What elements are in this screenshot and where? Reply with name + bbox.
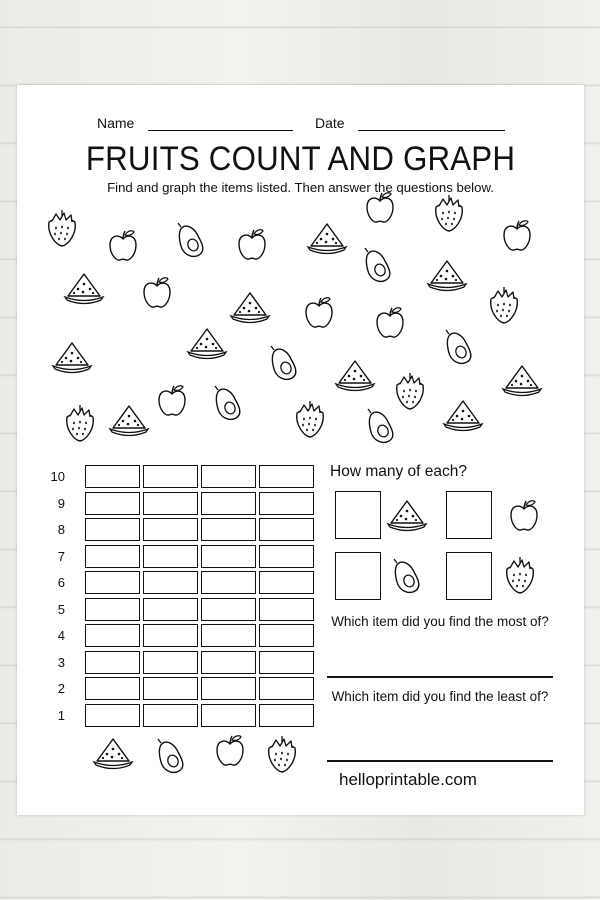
count-watermelon-icon (388, 501, 426, 531)
graph-cell[interactable] (259, 651, 314, 674)
apple-icon (377, 308, 403, 337)
strawberry-icon (49, 210, 76, 246)
watermelon-slice-icon (308, 224, 346, 254)
graph-cell[interactable] (85, 571, 140, 594)
most-question: Which item did you find the most of? (331, 614, 549, 629)
name-label: Name (97, 115, 135, 131)
count-apple-icon (511, 501, 537, 530)
graph-cell[interactable] (201, 518, 256, 541)
graph-cell[interactable] (143, 651, 198, 674)
y-axis-label: 2 (57, 681, 65, 696)
least-question: Which item did you find the least of? (331, 689, 549, 704)
date-label: Date (315, 115, 345, 131)
graph-cell[interactable] (201, 624, 256, 647)
strawberry-icon (297, 401, 324, 437)
graph-cell[interactable] (259, 518, 314, 541)
apple-icon (159, 386, 185, 415)
y-axis-label: 7 (57, 548, 65, 564)
avocado-icon (178, 223, 203, 256)
graph-cell[interactable] (85, 704, 140, 727)
strawberry-icon (436, 195, 463, 231)
graph-cell[interactable] (143, 518, 198, 541)
graph-cell[interactable] (201, 545, 256, 568)
graph-cell[interactable] (259, 465, 314, 488)
count-strawberry-icon (507, 557, 534, 593)
most-answer-line[interactable] (327, 676, 553, 678)
graph-cell[interactable] (85, 677, 140, 700)
watermelon-count-box[interactable] (335, 491, 381, 539)
watermelon-slice-icon (231, 293, 269, 323)
graph-cell[interactable] (201, 492, 256, 515)
least-answer-line[interactable] (327, 760, 553, 762)
graph-column-avocado-icon (158, 739, 183, 772)
graph-cell[interactable] (143, 704, 198, 727)
graph-cell[interactable] (85, 624, 140, 647)
graph-cell[interactable] (259, 545, 314, 568)
website-footer: helloprintable.com (339, 770, 477, 789)
y-axis-label: 1 (57, 707, 65, 723)
graph-cell[interactable] (143, 545, 198, 568)
graph-cell[interactable] (85, 518, 140, 541)
graph-column-apple-icon (217, 736, 243, 765)
apple-count-box[interactable] (446, 491, 492, 539)
y-axis-label: 3 (57, 654, 65, 670)
graph-cell[interactable] (201, 571, 256, 594)
watermelon-slice-icon (428, 261, 466, 291)
strawberry-icon (397, 373, 424, 409)
apple-icon (110, 231, 136, 260)
apple-icon (239, 230, 265, 259)
graph-cell[interactable] (259, 598, 314, 621)
worksheet-title: FRUITS COUNT AND GRAPH (85, 140, 516, 178)
graph-cell[interactable] (143, 571, 198, 594)
watermelon-slice-icon (53, 343, 91, 373)
graph-cell[interactable] (201, 598, 256, 621)
watermelon-slice-icon (336, 361, 374, 391)
watermelon-slice-icon (444, 401, 482, 431)
y-axis-label: 5 (57, 601, 65, 617)
y-axis-label: 10 (50, 469, 65, 484)
apple-icon (144, 278, 170, 307)
graph-cell[interactable] (143, 677, 198, 700)
apple-icon (504, 221, 530, 250)
avocado-icon (271, 346, 296, 379)
strawberry-count-box[interactable] (446, 552, 492, 600)
avocado-icon (215, 386, 240, 419)
graph-cell[interactable] (143, 492, 198, 515)
graph-cell[interactable] (259, 704, 314, 727)
graph-cell[interactable] (201, 677, 256, 700)
count-heading: How many of each? (330, 463, 467, 480)
graph-cell[interactable] (85, 545, 140, 568)
avocado-icon (368, 409, 393, 442)
graph-cell[interactable] (259, 677, 314, 700)
avocado-icon (365, 248, 390, 281)
graph-cell[interactable] (259, 624, 314, 647)
instructions-text: Find and graph the items listed. Then answer the questions below. (107, 180, 494, 195)
watermelon-slice-icon (503, 366, 541, 396)
y-axis-label: 4 (57, 628, 65, 643)
strawberry-icon (491, 287, 518, 323)
graph-cell[interactable] (143, 465, 198, 488)
watermelon-slice-icon (65, 274, 103, 304)
graph-cell[interactable] (85, 465, 140, 488)
graph-cell[interactable] (143, 598, 198, 621)
graph-column-watermelon-icon (94, 739, 132, 769)
graph-column-strawberry-icon (269, 736, 296, 772)
graph-cell[interactable] (85, 651, 140, 674)
y-axis-label: 6 (57, 575, 65, 590)
y-axis-label: 9 (57, 495, 65, 511)
graph-cell[interactable] (201, 651, 256, 674)
apple-icon (367, 193, 393, 222)
graph-cell[interactable] (259, 492, 314, 515)
graph-cell[interactable] (259, 571, 314, 594)
avocado-count-box[interactable] (335, 552, 381, 600)
count-avocado-icon (394, 559, 419, 592)
apple-icon (306, 298, 332, 327)
y-axis-label: 8 (57, 522, 65, 537)
graph-cell[interactable] (85, 598, 140, 621)
graph-cell[interactable] (143, 624, 198, 647)
watermelon-slice-icon (188, 329, 226, 359)
strawberry-icon (67, 405, 94, 441)
worksheet-page (17, 85, 584, 815)
avocado-icon (446, 330, 471, 363)
graph-cell[interactable] (201, 704, 256, 727)
watermelon-slice-icon (110, 406, 148, 436)
graph-cell[interactable] (85, 492, 140, 515)
graph-cell[interactable] (201, 465, 256, 488)
